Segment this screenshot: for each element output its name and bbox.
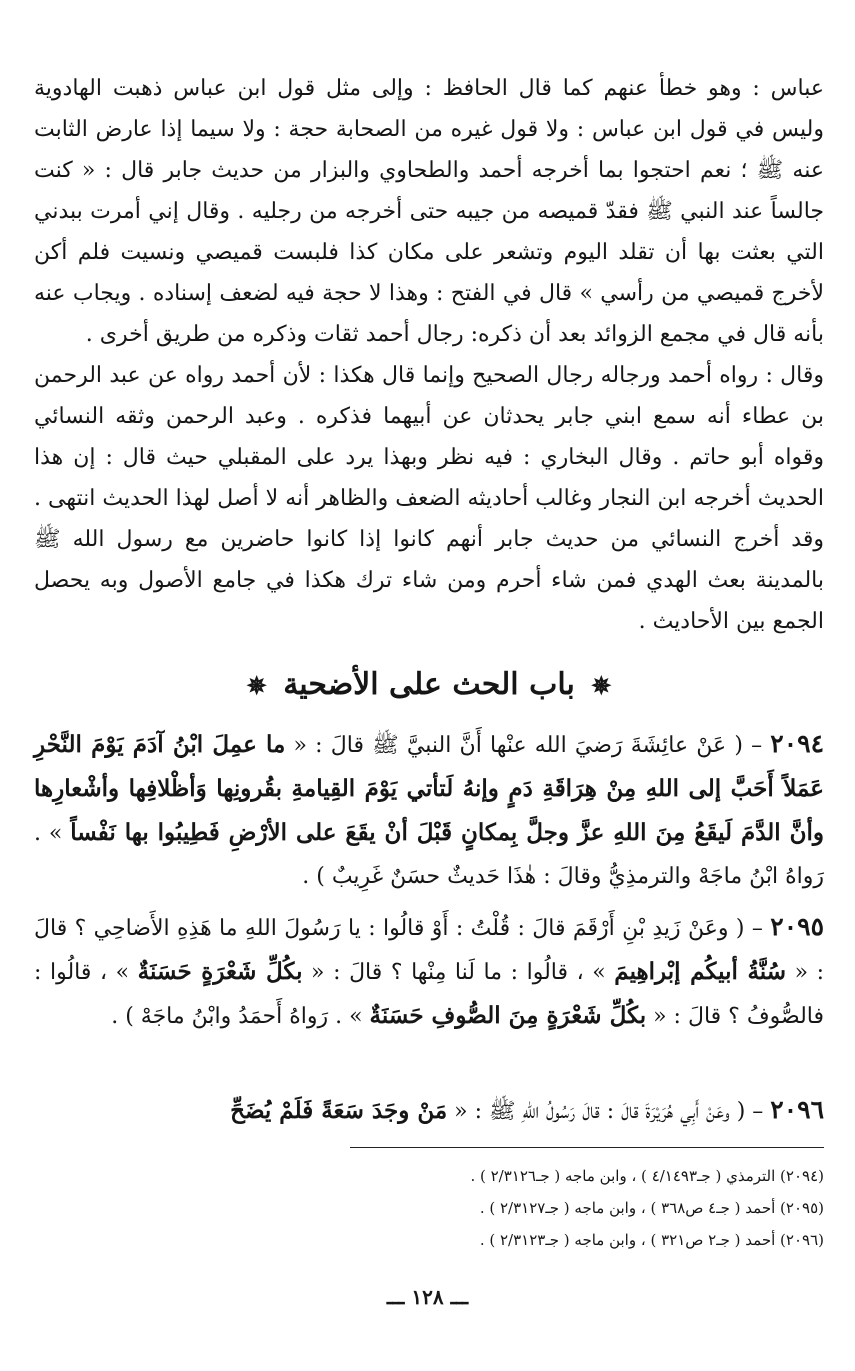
- hadith-narration: – ( عَنْ عائِشَةَ رَضيَ الله عنْها أَنَّ النبيَّ ﷺ قالَ : «: [285, 733, 771, 758]
- hadith-source: » . رَواهُ ابْنُ ماجَهْ والترمذِيُّ وقالَ : هٰذَا حَديثٌ حسَنٌ غَرِيبٌ ) .: [34, 821, 824, 889]
- hadith-2095: [34, 905, 824, 1038]
- footnotes: [34, 1160, 824, 1256]
- chapter-heading: [34, 662, 824, 709]
- star-ornament-icon: ✵: [591, 671, 612, 700]
- hadith-number: ٢٠٩٤: [770, 729, 824, 758]
- hadith-quote: مَنْ وجَدَ سَعَةً فَلَمْ يُضَحِّ: [230, 1097, 448, 1124]
- hadith-source: » . رَواهُ أَحمَدُ وابْنُ ماجَهْ ) .: [111, 1004, 370, 1029]
- star-ornament-icon: ✵: [246, 671, 267, 700]
- page-number: ـــ ١٢٨ ـــ: [386, 1285, 469, 1309]
- footnote-divider: [350, 1147, 824, 1148]
- hadith-quote: بكُلِّ شَعْرَةٍ مِنَ الصُّوفِ حَسَنَةٌ: [369, 1002, 647, 1029]
- footnote: (٢٠٩٦) أحمد ( جـ٢ ص٣٢١ ) ، وابن ماجه ( جـ٢/٣١٢٣ ) .: [479, 1231, 824, 1249]
- footnote: (٢٠٩٥) أحمد ( جـ٤ ص٣٦٨ ) ، وابن ماجه ( جـ٢/٣١٢٧ ) .: [479, 1199, 824, 1217]
- hadith-narration: – ( وعَنْ أَبِي هُرَيْرَةَ قالَ : قالَ رَسُولُ اللهِ ﷺ : «: [447, 1099, 771, 1124]
- hadith-quote: ما عمِلَ ابْنُ آدَمَ يَوْمَ النَّحْرِ عَمَلاً أَحَبَّ إلى اللهِ مِنْ هِرَاقَةِ دَمٍ وإنهُ لَتأتي يَوْمَ القِيامةِ بقُرونِها وَأظْلافِها وأشْعارِها وأنَّ الدَّمَ لَيقَعُ مِنَ اللهِ عزَّ وجلَّ بِمكانٍ قَبْلَ أنْ يقَعَ على الأرْضِ فَطِيبُوا بها نَفْساً: [34, 731, 824, 846]
- hadith-2096: [34, 1088, 824, 1133]
- hadith-narration: » ، قالُوا : ما لَنا مِنْها ؟ قالَ : «: [302, 960, 615, 985]
- commentary-paragraph: عباس : وهو خطأ عنهم كما قال الحافظ : وإلى مثل قول ابن عباس ذهبت الهادوية وليس في قول ابن عباس : ولا قول غيره من الصحابة حجة : ولا سيما إذا عارض الثابت عنه ﷺ ؛ نعم احتجوا بما أخرجه أحمد والطحاوي والبزار من حديث جابر قال : « كنت جالساً عند النبي ﷺ فقدّ قميصه من جيبه حتى أخرجه من رجليه . وقال إني أمرت ببدني التي بعثت بها أن تقلد اليوم وتشعر على مكان كذا فلبست قميصي ونسيت فلم أكن لأخرج قميصي من رأسي » قال في الفتح : وهذا لا حجة فيه لضعف إسناده . ويجاب عنه بأنه قال في مجمع الزوائد بعد أن ذكره: رجال أحمد ثقات وذكره من طريق أخرى .: [34, 76, 824, 347]
- hadith-2094: [34, 722, 824, 898]
- hadith-number: ٢٠٩٥: [770, 912, 824, 941]
- chapter-title: باب الحث على الأضحية: [283, 667, 575, 702]
- hadith-number: ٢٠٩٦: [770, 1095, 824, 1124]
- commentary-paragraph: وقال : رواه أحمد ورجاله رجال الصحيح وإنما قال هكذا : لأن أحمد رواه عن عبد الرحمن بن عطاء أنه سمع ابني جابر يحدثان عن أبيهما فذكره . وعبد الرحمن وثقه النسائي وقواه أبو حاتم . وقال البخاري : فيه نظر وبهذا يرد على المقبلي حيث قال : إن هذا الحديث أخرجه ابن النجار وغالب أحاديثه الضعف والظاهر أنه لا أصل لهذا الحديث انتهى . وقد أخرج النسائي من حديث جابر أنهم كانوا إذا كانوا حاضرين مع رسول الله ﷺ بالمدينة بعث الهدي فمن شاء أحرم ومن شاء ترك هكذا في جامع الأصول وبه يحصل الجمع بين الأحاديث .: [34, 363, 824, 634]
- footnote: (٢٠٩٤) الترمذي ( جـ٤/١٤٩٣ ) ، وابن ماجه ( جـ٢/٣١٢٦ ) .: [470, 1167, 824, 1185]
- hadith-narration: » ، قالُوا : فالصُّوفُ ؟ قالَ : «: [34, 960, 824, 1029]
- commentary-text: [34, 68, 824, 642]
- hadith-narration: – ( وعَنْ زَيدِ بْنِ أَرْقَمَ قالَ : قُلْتُ : أَوْ قالُوا : يا رَسُولَ اللهِ ما هَذِهِ الأَضاحِي ؟ قالَ : «: [34, 916, 825, 985]
- hadith-quote: بكُلِّ شَعْرَةٍ حَسَنَةٌ: [137, 958, 303, 985]
- hadith-quote: سُنَّةُ أبيكُم إبْراهِيمَ: [614, 958, 786, 985]
